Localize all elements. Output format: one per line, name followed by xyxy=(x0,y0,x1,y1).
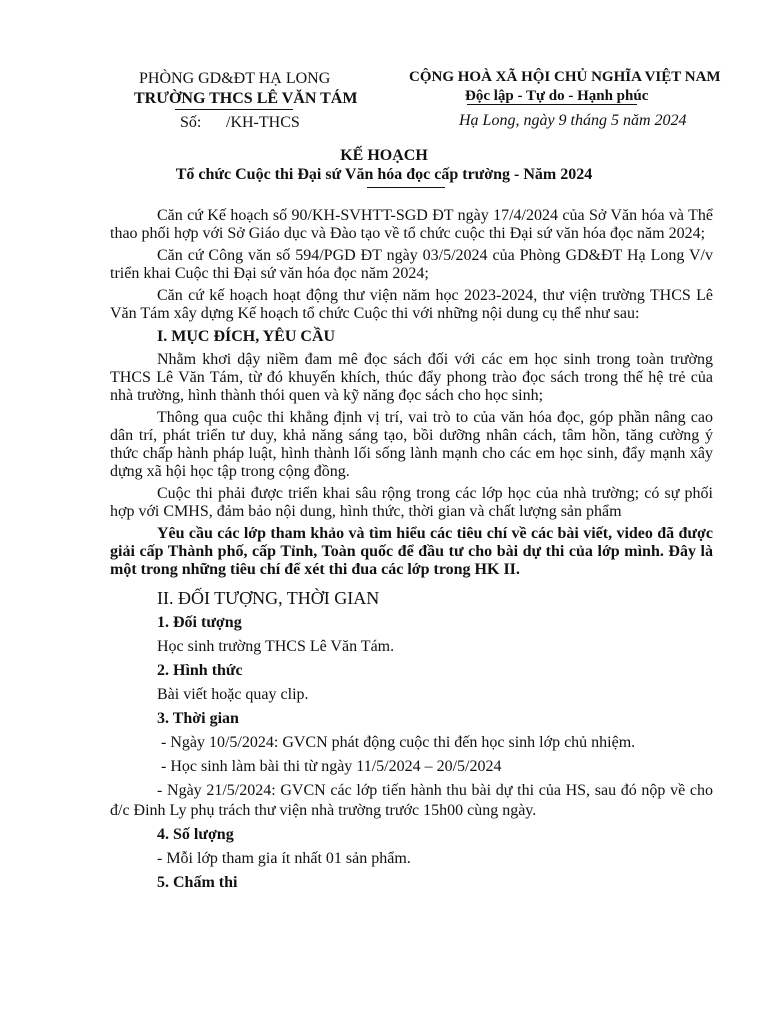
preamble-paragraph: Căn cứ kế hoạch hoạt động thư viện năm học 2023-2024, thư viện trường THCS Lê Văn Tám xây dựng Kế hoạch tổ chức Cuộc thi với những nội dung cụ thể như sau: xyxy=(110,287,713,322)
time-list-item: - Học sinh làm bài thi từ ngày 11/5/2024 – 20/5/2024 xyxy=(157,758,502,775)
doc-number-code: /KH-THCS xyxy=(226,114,300,131)
subsection-text-format: Bài viết hoặc quay clip. xyxy=(157,686,309,703)
national-motto: Độc lập - Tự do - Hạnh phúc xyxy=(465,88,649,104)
subsection-heading-time: 3. Thời gian xyxy=(157,710,239,727)
document-title: KẾ HOẠCH xyxy=(340,147,428,164)
preamble-paragraph: Căn cứ Công văn số 594/PGD ĐT ngày 03/5/2024 của Phòng GD&ĐT Hạ Long V/v triển khai Cuộc thi Đại sứ văn hóa đọc năm 2024; xyxy=(110,247,713,282)
national-title: CỘNG HOÀ XÃ HỘI CHỦ NGHĨA VIỆT NAM xyxy=(409,69,721,85)
section-heading-purpose: I. MỤC ĐÍCH, YÊU CẦU xyxy=(157,328,336,345)
document-body xyxy=(110,207,713,893)
purpose-paragraph: Cuộc thi phải được triển khai sâu rộng trong các lớp học của nhà trường; có sự phối hợp với CMHS, đảm bảo nội dung, hình thức, thời gian và chất lượng sản phẩm xyxy=(110,485,713,520)
preamble-paragraph: Căn cứ Kế hoạch số 90/KH-SVHTT-SGD ĐT ngày 17/4/2024 của Sở Văn hóa và Thể thao phối hợp với Sở Giáo dục và Đào tạo về tổ chức cuộc thi Đại sứ văn hóa đọc năm 2024; xyxy=(110,207,713,242)
subsection-text-quantity: - Mỗi lớp tham gia ít nhất 01 sản phẩm. xyxy=(157,850,411,867)
time-list-item: - Ngày 10/5/2024: GVCN phát động cuộc thi đến học sinh lớp chủ nhiệm. xyxy=(157,734,636,751)
national-motto-underline xyxy=(467,104,637,105)
doc-number-label: Số: xyxy=(180,114,202,131)
purpose-paragraph: Nhằm khơi dậy niềm đam mê đọc sách đối với các em học sinh trong toàn trường THCS Lê Văn Tám, từ đó khuyến khích, thúc đẩy phong trào đọc sách trong thế hệ trẻ của nhà trường, hình thành thói quen và kỹ năng đọc sách cho học sinh; xyxy=(110,351,713,404)
requirement-bold-paragraph: Yêu cầu các lớp tham khảo và tìm hiểu các tiêu chí về các bài viết, video đã được giải cấp Thành phố, cấp Tỉnh, Toàn quốc để đầu tư cho bài dự thi của lớp mình. Đây là một trong những tiêu chí để xét thi đua các lớp trong HK II. xyxy=(110,525,713,578)
department-name: PHÒNG GD&ĐT HẠ LONG xyxy=(139,70,331,87)
subsection-heading-format: 2. Hình thức xyxy=(157,662,243,679)
school-name: TRƯỜNG THCS LÊ VĂN TÁM xyxy=(134,90,358,107)
document-subtitle: Tổ chức Cuộc thi Đại sứ Văn hóa đọc cấp trường - Năm 2024 xyxy=(175,166,593,183)
subsection-heading-judging: 5. Chấm thi xyxy=(157,874,238,891)
time-list-item: - Ngày 21/5/2024: GVCN các lớp tiến hành thu bài dự thi của HS, sau đó nộp về cho đ/c Đinh Ly phụ trách thư viện nhà trường trước 15h00 cùng ngày. xyxy=(110,782,713,819)
place-date: Hạ Long, ngày 9 tháng 5 năm 2024 xyxy=(459,112,687,129)
school-name-underline xyxy=(175,109,293,110)
subsection-heading-quantity: 4. Số lượng xyxy=(157,826,234,843)
section-heading-subjects: II. ĐỐI TƯỢNG, THỜI GIAN xyxy=(157,588,380,608)
subtitle-underline xyxy=(367,187,445,188)
subsection-heading-subjects: 1. Đối tượng xyxy=(157,614,242,631)
subsection-text-subjects: Học sinh trường THCS Lê Văn Tám. xyxy=(157,638,395,655)
purpose-paragraph: Thông qua cuộc thi khẳng định vị trí, vai trò to của văn hóa đọc, góp phần nâng cao dân trí, phát triển tư duy, khả năng sáng tạo, bồi dưỡng nhân cách, tâm hồn, tăng cường ý thức chấp hành pháp luật, hình thành lối sống lành mạnh cho các em học sinh, đẩy mạnh xây dựng xã hội học tập trong cộng đồng. xyxy=(110,409,713,480)
